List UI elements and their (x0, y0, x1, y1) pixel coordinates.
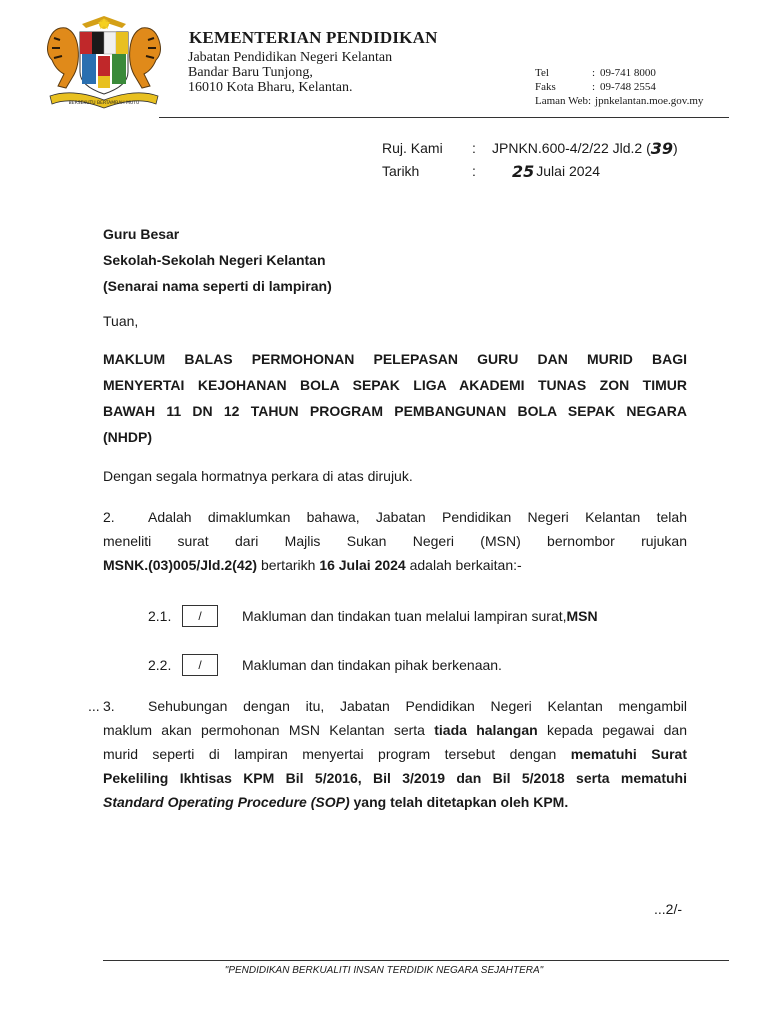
footer-divider (103, 960, 729, 961)
paragraph-3-lead-dots: ... (88, 698, 100, 714)
contact-tel: Tel : 09-741 8000 (535, 67, 656, 79)
header-divider (159, 117, 729, 118)
greeting: Dengan segala hormatnya perkara di atas dirujuk. (103, 468, 413, 484)
contact-block (535, 66, 703, 108)
reference-block (382, 137, 678, 183)
continuation-marker: ...2/- (654, 901, 683, 917)
subject-heading: MAKLUM BALAS PERMOHONAN PELEPASAN GURU DAN MURID BAGI MENYERTAI KEJOHANAN BOLA SEPAK LIGA AKADEMI TUNAS ZON TIMUR BAWAH 11 DN 12 TAHUN PROGRAM PEMBANGUNAN BOLA SEPAK NEGARA (NHDP) (103, 351, 687, 445)
address-line-1: Jabatan Pendidikan Negeri Kelantan (188, 50, 393, 65)
our-reference: Ruj. Kami : JPNKN.600-4/2/22 Jld.2 ( 39 ) (382, 139, 678, 158)
list-item: 2.1. / Makluman dan tindakan tuan melalui lampiran surat, MSN (148, 605, 598, 627)
svg-text:BERSEKUTU BERTAMBAH MUTU: BERSEKUTU BERTAMBAH MUTU (68, 101, 140, 106)
contact-web: Laman Web : jpnkelantan.moe.gov.my (535, 95, 704, 107)
address-line-3: 16010 Kota Bharu, Kelantan. (188, 80, 353, 95)
list-item: 2.2. / Makluman dan tindakan pihak berkenaan. (148, 654, 502, 676)
checkbox-mark: / (182, 605, 218, 627)
footer-motto: "PENDIDIKAN BERKUALITI INSAN TERDIDIK NEGARA SEJAHTERA" (224, 965, 544, 976)
ministry-name: KEMENTERIAN PENDIDIKAN (189, 28, 438, 47)
address-line-2: Bandar Baru Tunjong, (188, 65, 313, 80)
contact-fax: Faks : 09-748 2554 (535, 81, 656, 93)
handwritten-day: 25 (512, 162, 535, 181)
checkbox-mark: / (182, 654, 218, 676)
paragraph-2: 2. Adalah dimaklumkan bahawa, Jabatan Pendidikan Negeri Kelantan telah meneliti surat dari Majlis Sukan Negeri (MSN) bernombor rujukan MSNK.(03)005/Jld.2(42) bertarikh 16 Julai 2024 adalah berkaitan:- (103, 509, 687, 573)
salutation: Tuan, (103, 313, 139, 329)
malaysia-coat-of-arms-logo (42, 14, 166, 110)
address-block (188, 50, 392, 95)
letter-date: Tarikh : 25 Julai 2024 (382, 162, 601, 181)
handwritten-reference-number: 39 (650, 139, 674, 158)
paragraph-3: 3. Sehubungan dengan itu, Jabatan Pendidikan Negeri Kelantan mengambil maklum akan permohonan MSN Kelantan serta tiada halangan kepada pegawai dan murid seperti di lampiran menyertai program tersebut dengan mematuhi Surat Pekeliling Ikhtisas KPM Bil 5/2016, Bil 3/2019 dan Bil 5/2018 serta mematuhi Standard Operating Procedure (SOP) yang telah ditetapkan oleh KPM. (103, 698, 688, 810)
recipient-block: Guru Besar Sekolah-Sekolah Negeri Kelantan (Senarai nama seperti di lampiran) (103, 226, 332, 294)
